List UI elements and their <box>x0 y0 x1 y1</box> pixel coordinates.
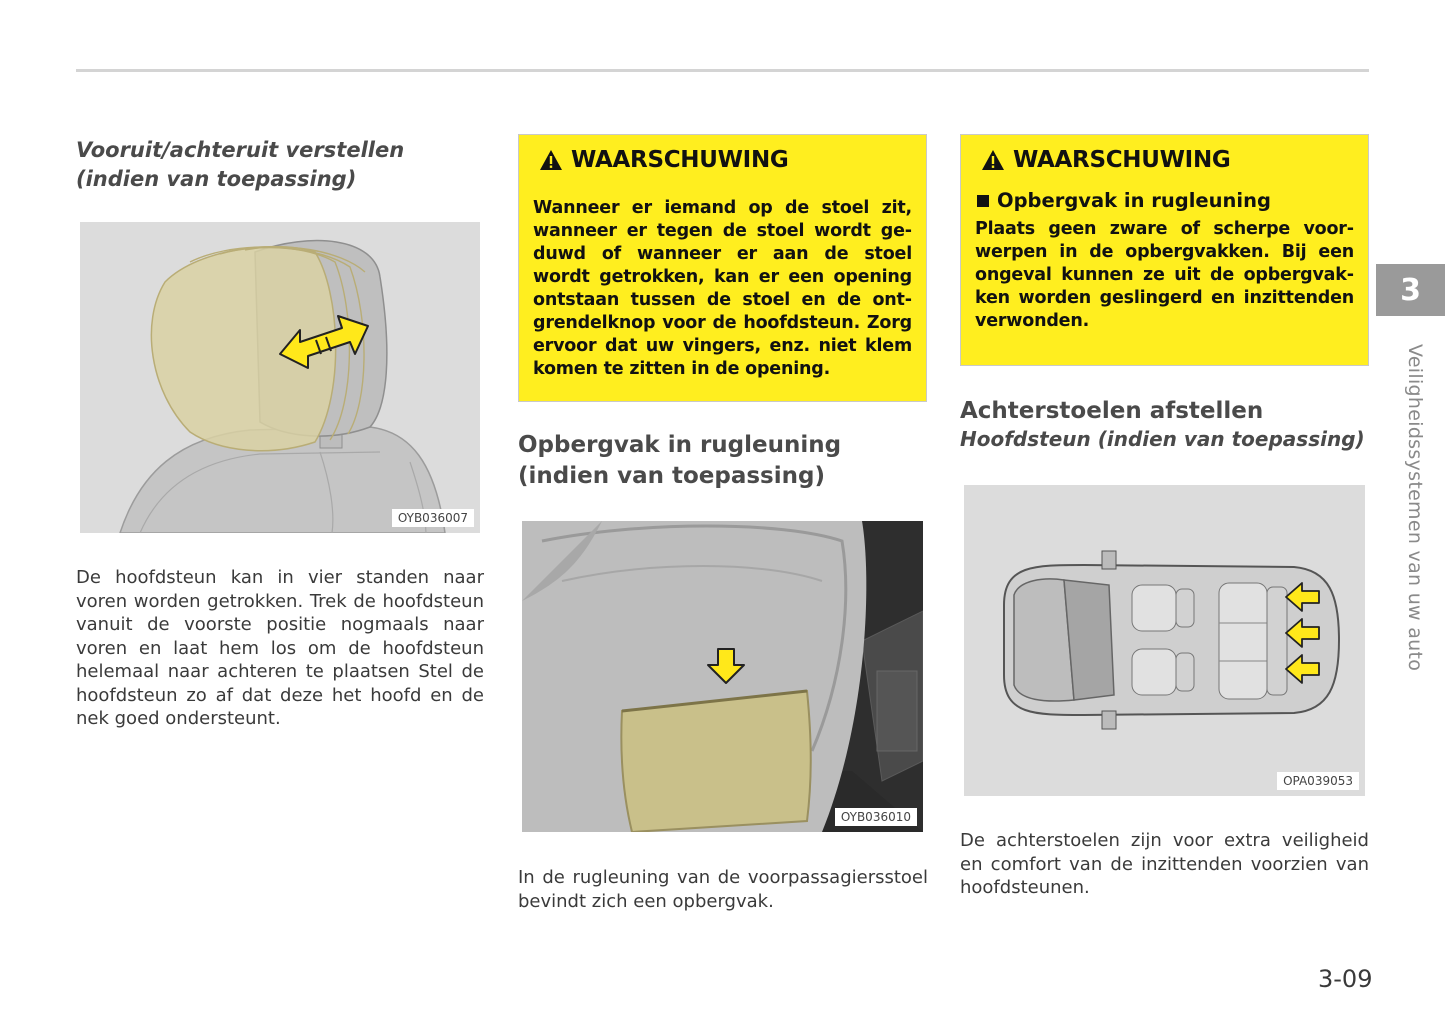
warning-text: Wanneer er iemand op de stoel zit, wanneer er tegen de stoel wordt geduwd of wanneer er aan de stoel wordt getrokken, kan er een opening ontstaan tussen de stoel en de ontgrendelknop voor de hoofdsteun. Zorg ervoor dat uw vingers, enz. niet klem komen te zitten in de opening. <box>533 198 912 379</box>
figure-car-topview <box>964 485 1365 796</box>
warning-box-headrest <box>518 134 927 402</box>
section-heading-rear-seats <box>960 396 1370 454</box>
section-heading-forward-backward <box>76 136 486 194</box>
chapter-number-tab: 3 <box>1376 264 1445 316</box>
figure-headrest-adjust <box>80 222 480 533</box>
heading-text: Achterstoelen afstellen <box>960 398 1264 424</box>
warning-triangle-icon <box>539 149 563 171</box>
body-text: De hoofdsteun kan in vier standen naar voren worden getrokken. Trek de hoofdsteun vanuit de voorste positie nogmaals naar voren en laat hem los om de hoofdsteun helemaal naar achteren te plaatsen Stel de hoofdsteun zo af dat deze het hoofd en de nek goed ondersteunt. <box>76 567 484 729</box>
seatback-illustration <box>522 521 923 832</box>
figure-code: OPA039053 <box>1277 772 1359 790</box>
figure-seatback-storage <box>522 521 923 832</box>
headrest-illustration <box>80 222 480 533</box>
warning-subtitle <box>977 189 1354 212</box>
warning-box-storage <box>960 134 1369 366</box>
chapter-title-vertical: Veiligheidssystemen van uw auto <box>1404 344 1426 672</box>
warning-title-text: WAARSCHUWING <box>571 147 789 173</box>
heading-text: Vooruit/achteruit verstellen (indien van toepassing) <box>76 138 405 191</box>
body-paragraph-headrest <box>76 566 484 731</box>
body-paragraph-storage <box>518 866 928 913</box>
warning-text: Plaats geen zware of scherpe voorwerpen in de opbergvakken. Bij een ongeval kunnen ze uit de opbergvakken worden geslingerd en inzittenden verwonden. <box>975 219 1354 331</box>
body-text: De achterstoelen zijn voor extra veiligheid en comfort van de inzittenden voorzien van hoofdsteunen. <box>960 830 1369 898</box>
figure-code: OYB036010 <box>835 808 917 826</box>
body-paragraph-rear-seats <box>960 829 1369 900</box>
warning-title-text: WAARSCHUWING <box>1013 147 1231 173</box>
header-rule <box>76 69 1369 72</box>
heading-text: Opbergvak in rugleuning (indien van toepassing) <box>518 432 842 489</box>
car-topview-illustration <box>964 485 1365 796</box>
warning-title <box>539 147 912 173</box>
section-heading-storage <box>518 430 928 492</box>
warning-title <box>981 147 1354 173</box>
page-number: 3-09 <box>1318 965 1373 993</box>
figure-code: OYB036007 <box>392 509 474 527</box>
body-text: In de rugleuning van de voorpassagiersstoel bevindt zich een opbergvak. <box>518 867 928 912</box>
subheading-text: Hoofdsteun (indien van toepassing) <box>960 427 1365 451</box>
warning-triangle-icon <box>981 149 1005 171</box>
square-bullet-icon <box>977 195 989 207</box>
warning-subtitle-text: Opbergvak in rugleuning <box>997 189 1271 212</box>
